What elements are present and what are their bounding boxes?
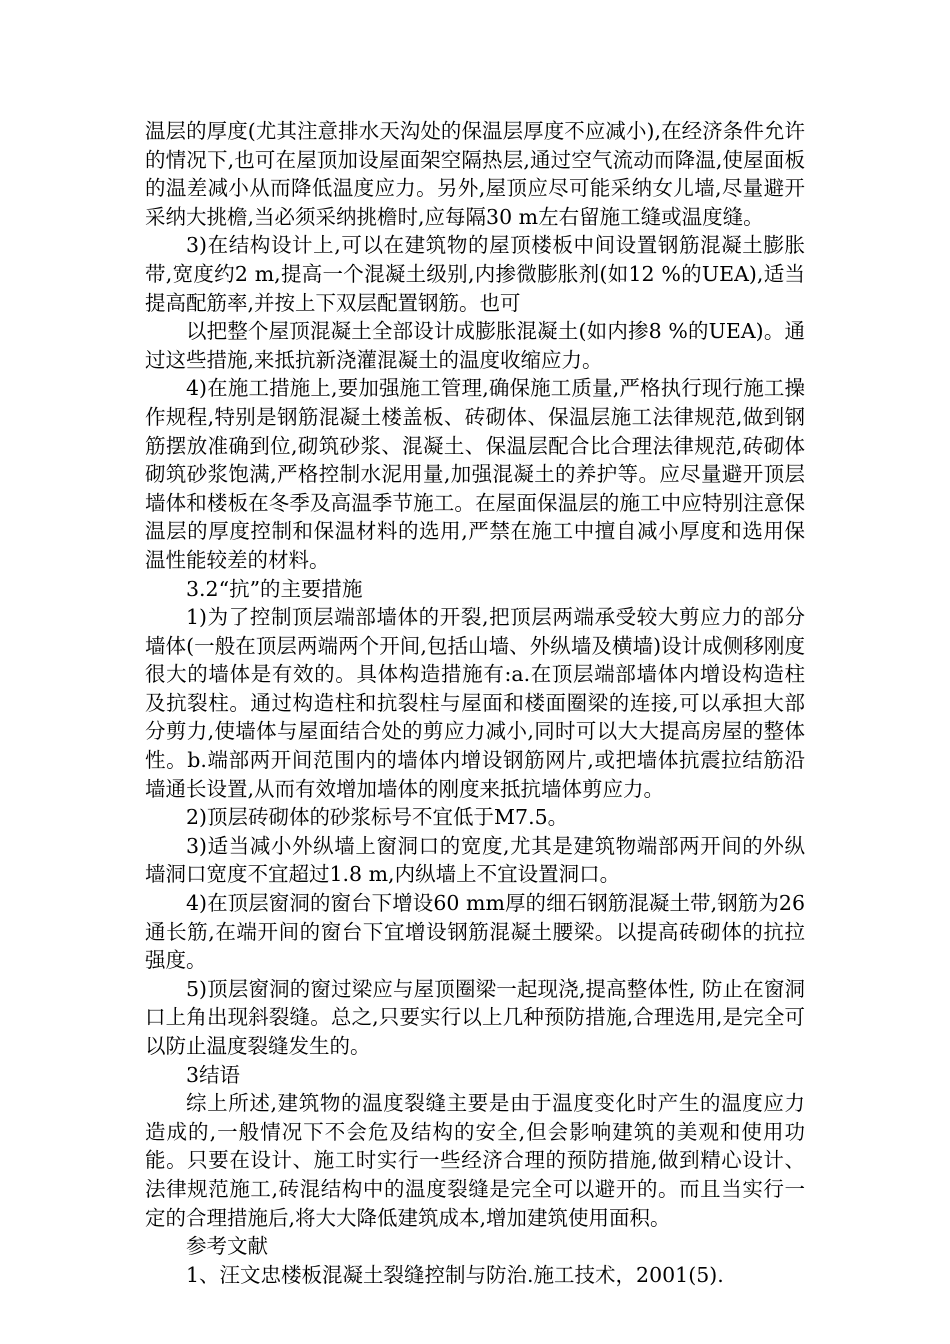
document-body — [145, 117, 805, 1289]
paragraph-measure-3-continued: 以把整个屋顶混凝土全部设计成膨胀混凝土(如内掺8 %的UEA)。通过这些措施,来抵抗新浇灌混凝土的温度收缩应力。 — [145, 319, 805, 372]
section-heading-conclusion: 3结语 — [186, 1062, 241, 1087]
section-heading-3-2: 3.2“抗”的主要措施 — [186, 576, 363, 601]
paragraph-conclusion: 综上所述,建筑物的温度裂缝主要是由于温度变化时产生的温度应力造成的,一般情况下不会危及结构的安全,但会影响建筑的美观和使用功能。只要在设计、施工时实行一些经济合理的预防措施,做到精心设计、法律规范施工,砖混结构中的温度裂缝是完全可以避开的。而且当实行一定的合理措施后,将大大降低建筑成本,增加建筑使用面积。 — [145, 1091, 805, 1230]
section-heading-references: 参考文献 — [186, 1234, 268, 1259]
paragraph-measure-4: 4)在施工措施上,要加强施工管理,确保施工质量,严格执行现行施工操作规程,特别是钢筋混凝土楼盖板、砖砌体、保温层施工法律规范,做到钢筋摆放准确到位,砌筑砂浆、混凝土、保温层配合比合理法律规范,砖砌体砌筑砂浆饱满,严格控制水泥用量,加强混凝土的养护等。应尽量避开顶层墙体和楼板在冬季及高温季节施工。在屋面保温层的施工中应特别注意保温层的厚度控制和保温材料的选用,严禁在施工中擅自减小厚度和选用保温性能较差的材料。 — [145, 376, 805, 572]
reference-item-1: 1、汪文忠楼板混凝土裂缝控制与防治.施工技术，2001(5). — [186, 1262, 724, 1287]
paragraph-insulation-continued: 温层的厚度(尤其注意排水天沟处的保温层厚度不应减小),在经济条件允许的情况下,也可在屋顶加设屋面架空隔热层,通过空气流动而降温,使屋面板的温差减小从而降低温度应力。另外,屋顶应尽可能采纳女儿墙,尽量避开采纳大挑檐,当必须采纳挑檐时,应每隔30 m左右留施工缝或温度缝。 — [145, 119, 805, 229]
paragraph-resist-2: 2)顶层砖砌体的砂浆标号不宜低于M7.5。 — [186, 805, 569, 830]
paragraph-resist-5: 5)顶层窗洞的窗过梁应与屋顶圈梁一起现浇,提高整体性, 防止在窗洞口上角出现斜裂缝。总之,只要实行以上几种预防措施,合理选用,是完全可以防止温度裂缝发生的。 — [145, 976, 805, 1058]
paragraph-measure-3: 3)在结构设计上,可以在建筑物的屋顶楼板中间设置钢筋混凝土膨胀带,宽度约2 m,提高一个混凝土级别,内掺微膨胀剂(如12 %的UEA),适当提高配筋率,并按上下双层配置钢筋。也可 — [145, 233, 805, 315]
paragraph-resist-1: 1)为了控制顶层端部墙体的开裂,把顶层两端承受较大剪应力的部分墙体(一般在顶层两端两个开间,包括山墙、外纵墙及横墙)设计成侧移刚度很大的墙体是有效的。具体构造措施有:a.在顶层端部墙体内增设构造柱及抗裂柱。通过构造柱和抗裂柱与屋面和楼面圈梁的连接,可以承担大部分剪力,使墙体与屋面结合处的剪应力减小,同时可以大大提高房屋的整体性。b.端部两开间范围内的墙体内增设钢筋网片,或把墙体抗震拉结筋沿墙通长设置,从而有效增加墙体的刚度来抵抗墙体剪应力。 — [145, 605, 805, 801]
paragraph-resist-3: 3)适当减小外纵墙上窗洞口的宽度,尤其是建筑物端部两开间的外纵墙洞口宽度不宜超过1.8 m,内纵墙上不宜设置洞口。 — [145, 833, 805, 887]
paragraph-resist-4: 4)在顶层窗洞的窗台下增设60 mm厚的细石钢筋混凝土带,钢筋为26通长筋,在端开间的窗台下宜增设钢筋混凝土腰梁。以提高砖砌体的抗拉强度。 — [145, 891, 805, 973]
